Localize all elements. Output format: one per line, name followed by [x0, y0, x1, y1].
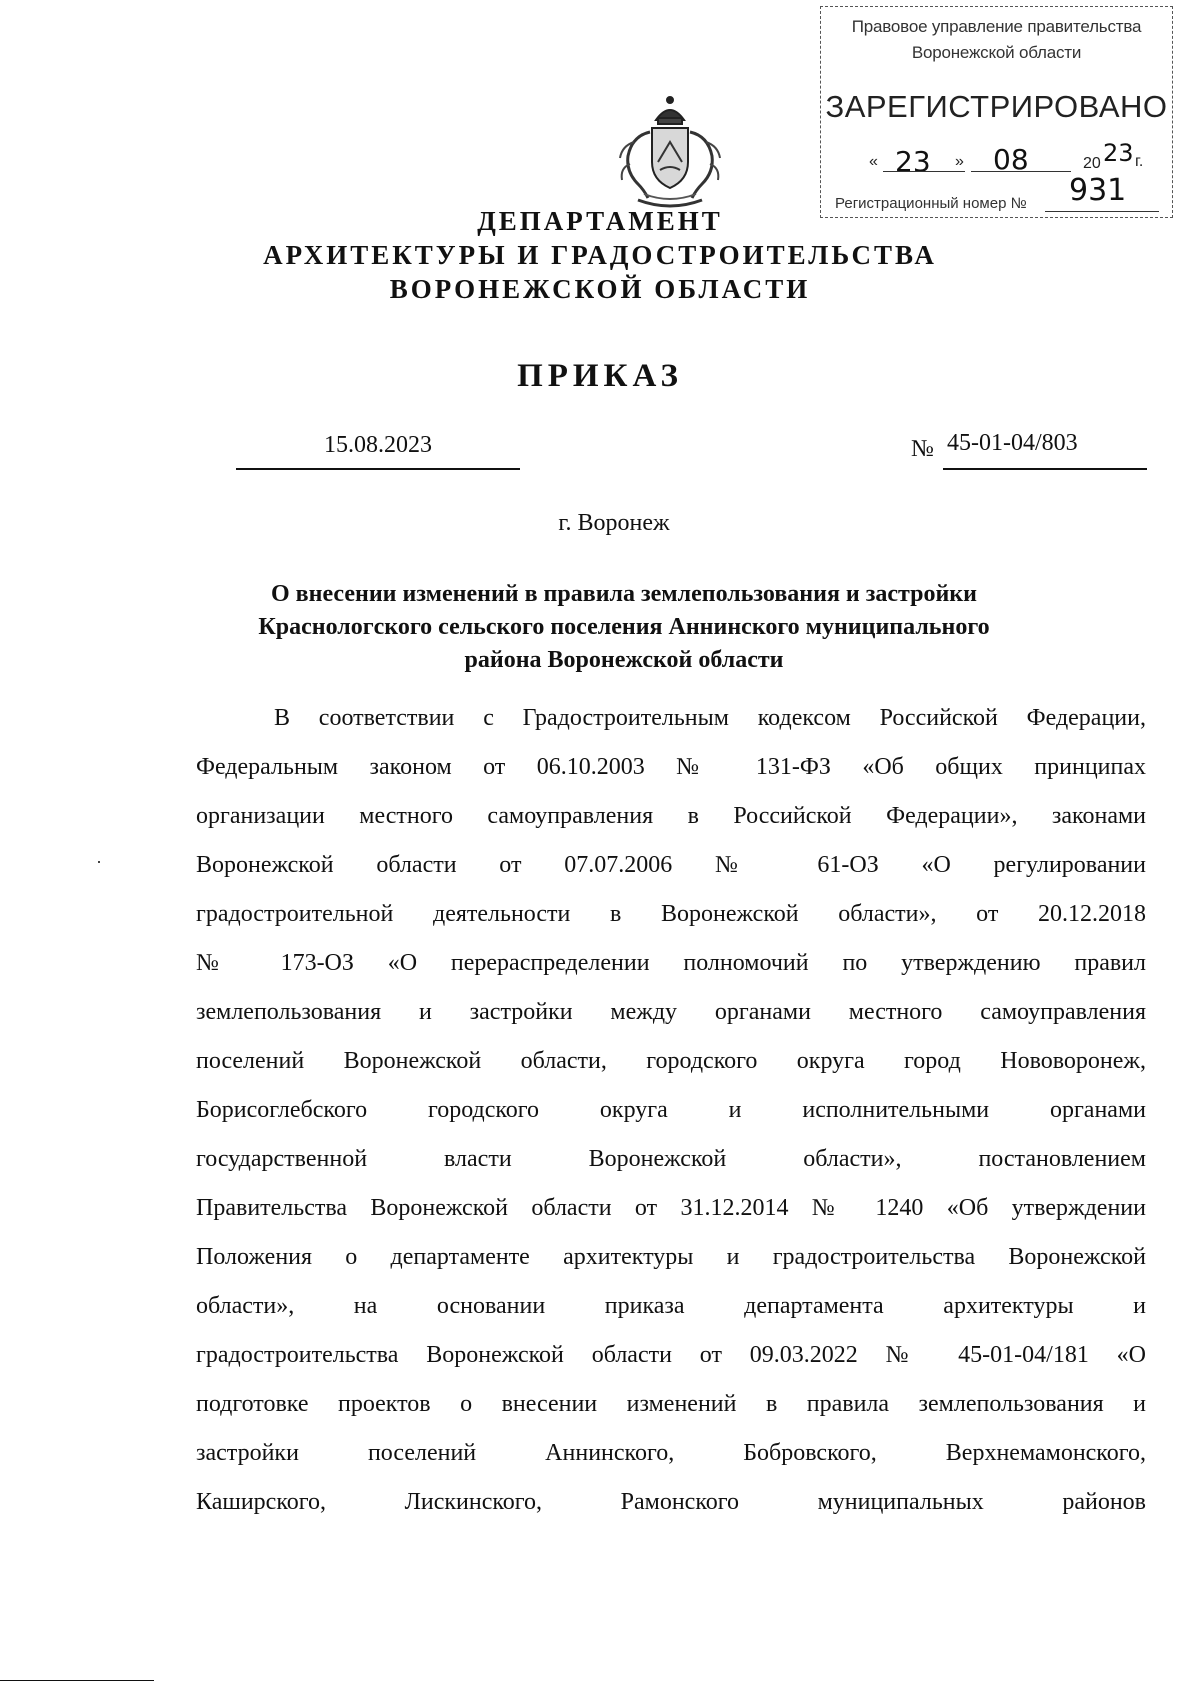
scan-speck [98, 861, 100, 863]
body-line: Правительства Воронежской области от 31.12.2014 № 1240 «Об утверждении [196, 1195, 1146, 1221]
stamp-year-prefix: 20 [1083, 155, 1101, 172]
body-line: № 173-ОЗ «О перераспределении полномочий по утверждению правил [196, 950, 1146, 976]
footnote-rule [0, 1680, 154, 1681]
order-number-underline [943, 468, 1147, 470]
stamp-month: 08 [993, 143, 1029, 176]
body-line: градостроительной деятельности в Воронежской области», от 20.12.2018 [196, 901, 1146, 927]
order-city [0, 510, 1200, 537]
body-line: поселений Воронежской области, городского округа город Нововоронеж, [196, 1048, 1146, 1074]
stamp-day: 23 [895, 145, 931, 178]
body-line: области», на основании приказа департамента архитектуры и [196, 1293, 1146, 1319]
body-line: Федеральным законом от 06.10.2003 № 131-ФЗ «Об общих принципах [196, 754, 1146, 780]
order-number-sign: № [911, 436, 934, 462]
body-line: подготовке проектов о внесении изменений в правила землепользования и [196, 1391, 1146, 1417]
subject-line1: О внесении изменений в правила землепользования и застройки [271, 581, 977, 607]
body-line: организации местного самоуправления в Российской Федерации», законами [196, 803, 1146, 829]
stamp-org-line2: Воронежской области [911, 43, 1082, 62]
stamp-day-line [883, 171, 965, 172]
department-line1: ДЕПАРТАМЕНТ [477, 206, 723, 236]
stamp-open-quote: « [869, 153, 878, 170]
stamp-year-suffix: 23 [1103, 139, 1134, 167]
stamp-month-line [971, 171, 1071, 172]
department-line2: АРХИТЕКТУРЫ И ГРАДОСТРОИТЕЛЬСТВА [263, 240, 937, 270]
stamp-regno: 931 [1069, 173, 1127, 208]
order-date-underline [236, 468, 520, 470]
department-line3: ВОРОНЕЖСКОЙ ОБЛАСТИ [389, 274, 811, 304]
stamp-year-unit: г. [1135, 153, 1144, 170]
order-body [196, 694, 1146, 1527]
stamp-regno-label: Регистрационный номер № [835, 195, 1027, 212]
coat-of-arms-icon [614, 92, 726, 214]
body-line: землепользования и застройки между органами местного самоуправления [196, 999, 1146, 1025]
registration-stamp [820, 6, 1173, 218]
order-date: 15.08.2023 [324, 432, 432, 458]
body-line: Борисоглебского городского округа и исполнительными органами [196, 1097, 1146, 1123]
stamp-registered: ЗАРЕГИСТРИРОВАНО [825, 89, 1168, 124]
subject-line3: района Воронежской области [464, 647, 784, 673]
order-city-text: г. Воронеж [558, 510, 670, 536]
stamp-close-quote: » [955, 153, 964, 170]
body-line: застройки поселений Аннинского, Бобровского, Верхнемамонского, [196, 1440, 1146, 1466]
order-subject [190, 578, 1058, 677]
order-title: ПРИКАЗ [517, 358, 683, 394]
body-line: В соответствии с Градостроительным кодексом Российской Федерации, [274, 705, 1146, 731]
subject-line2: Краснологского сельского поселения Аннинского муниципального [258, 614, 990, 640]
body-line: государственной власти Воронежской области», постановлением [196, 1146, 1146, 1172]
body-line: Воронежской области от 07.07.2006 № 61-ОЗ «О регулировании [196, 852, 1146, 878]
body-line: градостроительства Воронежской области от 09.03.2022 № 45-01-04/181 «О [196, 1342, 1146, 1368]
stamp-org-line1: Правовое управление правительства [851, 17, 1142, 36]
body-line: Каширского, Лискинского, Рамонского муниципальных районов [196, 1489, 1146, 1515]
stamp-regno-line [1045, 211, 1159, 212]
body-line: Положения о департаменте архитектуры и градостроительства Воронежской [196, 1244, 1146, 1270]
order-number: 45-01-04/803 [947, 430, 1078, 456]
